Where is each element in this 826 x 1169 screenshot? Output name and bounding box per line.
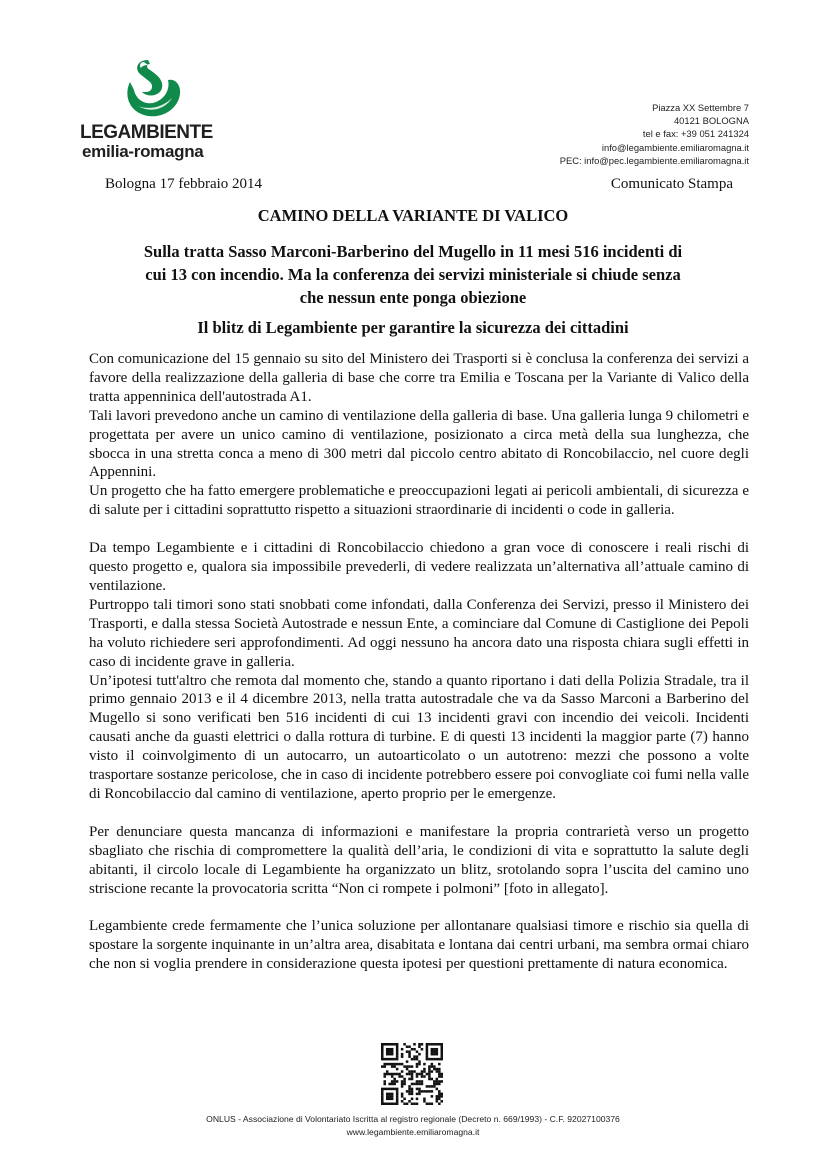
address-block bbox=[560, 101, 749, 167]
legambiente-logo bbox=[80, 58, 230, 168]
qr-code-icon bbox=[381, 1043, 443, 1105]
address-city: 40121 BOLOGNA bbox=[673, 115, 749, 127]
document-date: Bologna 17 febbraio 2014 bbox=[105, 176, 263, 192]
paragraph: Un’ipotesi tutt'altro che remota dal momento che, stando a quanto riportano i dati della Polizia Stradale, tra il primo gennaio 2013 e il 4 dicembre 2013, nella tratta autostradale che va da Sasso Marconi a Barberino del Mugello si sono verificati ben 516 incidenti di cui 13 incidenti gravi con incendio dei veicoli. Incidenti causati anche da guasti elettrici o dalla rottura di turbine. E di questi 13 incidenti la maggior parte (7) hanno visto il coinvolgimento di un autocarro, un autoarticolato o un autotreno: mezzi che possono a volte trasportare sostanze pericolose, che in caso di incidente potrebbero essere poi convogliate coi fumi nella valle di Roncobilaccio dal camino di ventilazione, aperto proprio per le emergenze. bbox=[89, 672, 749, 802]
org-name: LEGAMBIENTE bbox=[80, 122, 213, 143]
org-region: emilia-romagna bbox=[82, 142, 204, 161]
paragraph-spacer bbox=[89, 804, 749, 823]
page-title: CAMINO DELLA VARIANTE DI VALICO bbox=[257, 206, 569, 225]
paragraph: Purtroppo tali timori sono stati snobbati come infondati, dalla Conferenza dei Servizi, presso il Ministero dei Trasporti, e dalla stessa Società Autostrade e nessun Ente, a cominciare dal Comune di Castiglione dei Pepoli ha voluto richiedere seri approfondimenti. Ad oggi nessuno ha ancora dato una risposta chiara sugli effetti in caso di incidente grave in galleria. bbox=[89, 596, 749, 670]
paragraph-spacer bbox=[89, 898, 749, 917]
swan-logo-icon bbox=[120, 58, 184, 120]
paragraph-spacer bbox=[89, 520, 749, 539]
address-phone: tel e fax: +39 051 241324 bbox=[642, 128, 749, 140]
paragraph: Legambiente crede fermamente che l’unica soluzione per allontanare qualsiasi timore e rischio sia quella di spostare la sorgente inquinante in un’altra area, disabitata e lontana dai centri urbani, ma sembra ormai chiaro che non si voglia prendere in considerazione questa ipotesi per questioni prettamente di natura economica. bbox=[89, 918, 749, 973]
paragraph: Un progetto che ha fatto emergere problematiche e preoccupazioni legati ai pericoli ambientali, di sicurezza e di salute per i cittadini soprattutto rispetto a situazioni straordinarie di incidenti o code in galleria. bbox=[89, 483, 749, 519]
paragraph: Tali lavori prevedono anche un camino di ventilazione della galleria di base. Una galleria lunga 9 chilometri e progettata per avere un unico camino di ventilazione, posizionato a circa metà della sua lunghezza, che sbocca in una stretta conca a meno di 300 metri dal piccolo centro abitato di Roncobilaccio, nel cuore degli Appennini. bbox=[89, 407, 749, 481]
subtitle bbox=[80, 240, 746, 309]
article-body bbox=[89, 350, 749, 974]
document-type: Comunicato Stampa bbox=[610, 176, 733, 192]
subtitle-line: Sulla tratta Sasso Marconi-Barberino del Mugello in 11 mesi 516 incidenti di bbox=[143, 242, 683, 261]
footer-website: www.legambiente.emiliaromagna.it bbox=[346, 1127, 480, 1137]
address-street: Piazza XX Settembre 7 bbox=[652, 102, 749, 113]
paragraph: Per denunciare questa mancanza di informazioni e manifestare la propria contrarietà verso un progetto sbagliato che rischia di compromettere la qualità dell’aria, le condizioni di vita e soprattutto la salute degli abitanti, il circolo locale di Legambiente ha organizzato un blitz, srotolando sopra l’uscita del camino uno striscione recante la provocatoria scritta “Non ci rompete i polmoni” [foto in allegato]. bbox=[89, 823, 749, 897]
address-pec: PEC: info@pec.legambiente.emiliaromagna.it bbox=[559, 154, 749, 166]
address-email: info@legambiente.emiliaromagna.it bbox=[601, 141, 749, 153]
paragraph: Da tempo Legambiente e i cittadini di Roncobilaccio chiedono a gran voce di conoscere i reali rischi di questo progetto e, qualora sia impossibile prevederli, di vedere realizzata un’alternativa all’attuale camino di ventilazione. bbox=[89, 540, 749, 594]
subtitle-line: cui 13 con incendio. Ma la conferenza dei servizi ministeriale si chiude senza bbox=[145, 265, 681, 284]
section-heading: Il blitz di Legambiente per garantire la sicurezza dei cittadini bbox=[197, 318, 629, 337]
subtitle-line: che nessun ente ponga obiezione bbox=[299, 288, 527, 307]
paragraph: Con comunicazione del 15 gennaio su sito del Ministero dei Trasporti si è conclusa la conferenza dei servizi a favore della realizzazione della galleria di base che corre tra Emilia e Toscana per la Variante di Valico della tratta appenninica dell'autostrada A1. bbox=[89, 351, 749, 405]
footer bbox=[0, 1113, 826, 1139]
footer-legal: ONLUS - Associazione di Volontariato Iscritta al registro regionale (Decreto n. 669/1993) - C.F. 92027100376 bbox=[206, 1114, 620, 1124]
